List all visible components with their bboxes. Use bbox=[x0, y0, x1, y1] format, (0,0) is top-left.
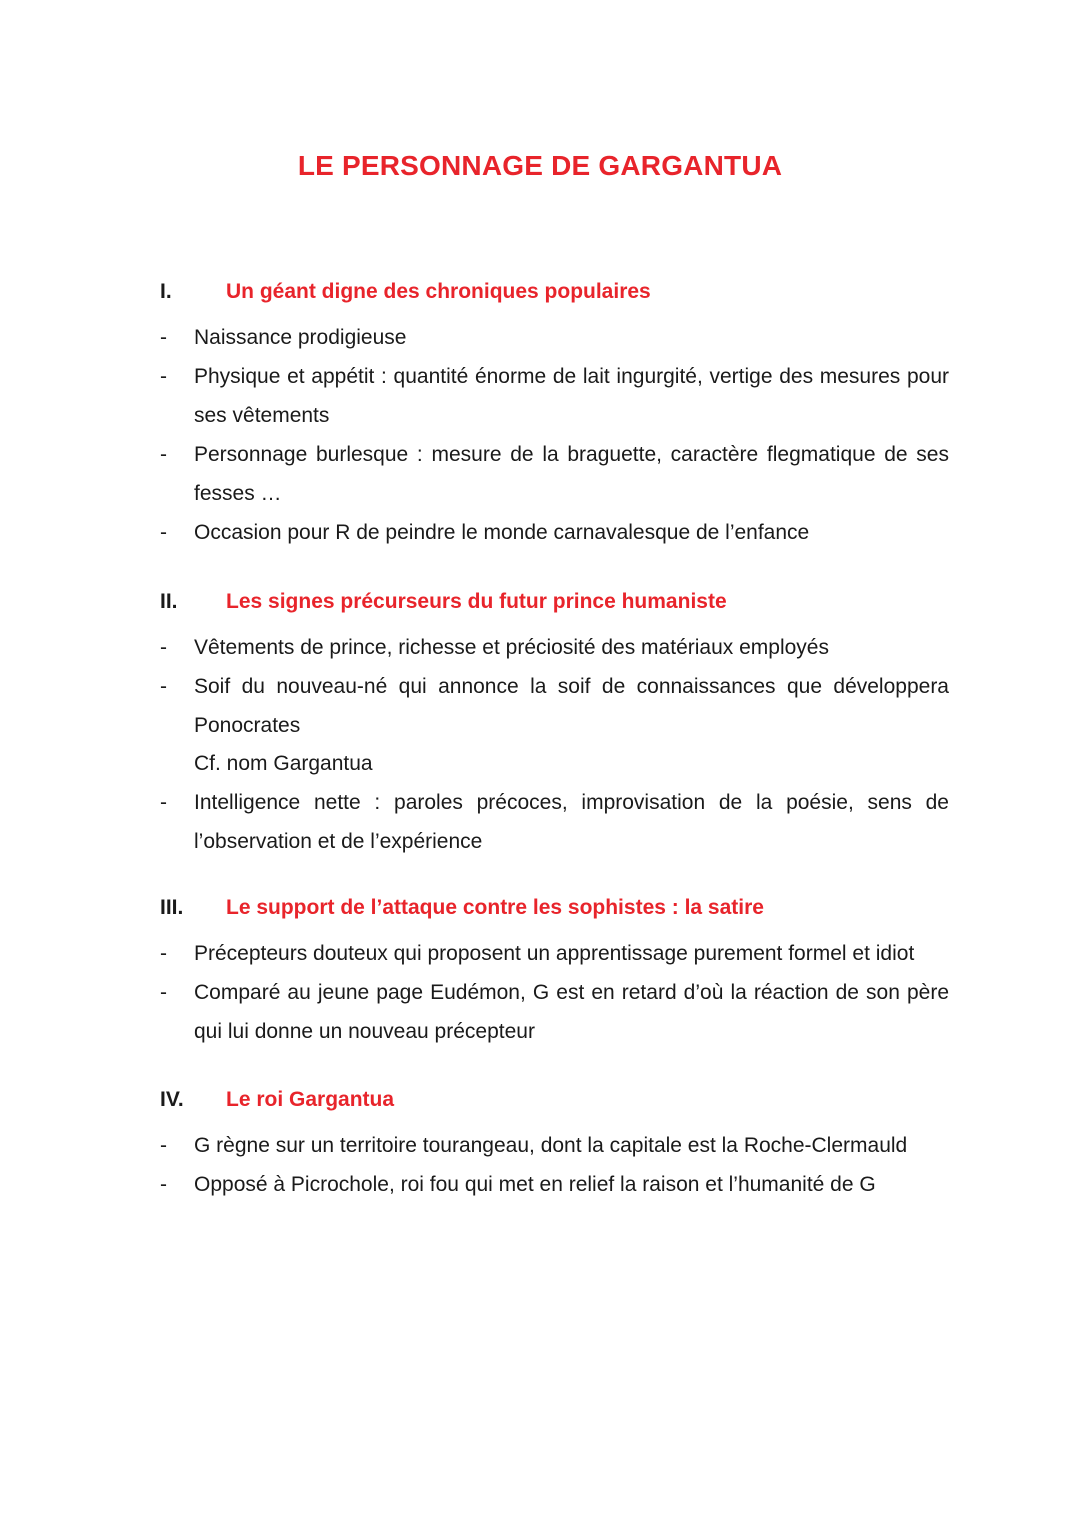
list-item-text: Vêtements de prince, richesse et préciosité des matériaux employés bbox=[194, 636, 829, 659]
bullet-dash: - bbox=[160, 365, 167, 388]
list-item-text: Physique et appétit : quantité énorme de lait ingurgité, vertige des mesures pour ses vêtements bbox=[194, 365, 949, 427]
list-item bbox=[160, 1126, 960, 1165]
bullet-dash: - bbox=[160, 981, 167, 1004]
list-item bbox=[160, 513, 960, 552]
list-item-text: G règne sur un territoire tourangeau, dont la capitale est la Roche-Clermauld bbox=[194, 1134, 908, 1157]
list-item bbox=[160, 973, 960, 1051]
bullet-dash: - bbox=[160, 1173, 167, 1196]
list-item bbox=[160, 318, 960, 357]
list-item bbox=[160, 667, 960, 745]
list-item-text: Naissance prodigieuse bbox=[194, 326, 407, 349]
note-text: Cf. nom Gargantua bbox=[194, 752, 373, 775]
list-item bbox=[160, 934, 960, 973]
section-2 bbox=[160, 590, 960, 861]
list-item bbox=[160, 783, 960, 861]
list-item-text: Occasion pour R de peindre le monde carnavalesque de l’enfance bbox=[194, 521, 810, 544]
section-number: I. bbox=[160, 280, 172, 303]
list-item bbox=[160, 357, 960, 435]
section-number: III. bbox=[160, 896, 184, 919]
bullet-dash: - bbox=[160, 326, 167, 349]
list-item-text: Soif du nouveau-né qui annonce la soif de connaissances que développera Ponocrates bbox=[194, 675, 949, 737]
list-item-text: Opposé à Picrochole, roi fou qui met en relief la raison et l’humanité de G bbox=[194, 1173, 876, 1196]
bullet-dash: - bbox=[160, 675, 167, 698]
list-item bbox=[160, 628, 960, 667]
list-item-text: Intelligence nette : paroles précoces, improvisation de la poésie, sens de l’observation et de l’expérience bbox=[194, 791, 949, 853]
bullet-dash: - bbox=[160, 636, 167, 659]
list-item-text: Comparé au jeune page Eudémon, G est en retard d’où la réaction de son père qui lui donne un nouveau précepteur bbox=[194, 981, 949, 1043]
section-3 bbox=[160, 896, 960, 1051]
section-4 bbox=[160, 1088, 960, 1204]
bullet-dash: - bbox=[160, 942, 167, 965]
bullet-dash: - bbox=[160, 443, 167, 466]
list-item-text: Personnage burlesque : mesure de la braguette, caractère flegmatique de ses fesses … bbox=[194, 443, 949, 505]
section-title: Le support de l’attaque contre les sophistes : la satire bbox=[226, 896, 764, 919]
section-heading bbox=[160, 1088, 960, 1126]
section-1 bbox=[160, 280, 960, 552]
section-number: IV. bbox=[160, 1088, 184, 1111]
page-title: LE PERSONNAGE DE GARGANTUA bbox=[297, 150, 783, 181]
section-heading bbox=[160, 590, 960, 628]
section-heading bbox=[160, 896, 960, 934]
bullet-dash: - bbox=[160, 521, 167, 544]
section-title: Les signes précurseurs du futur prince humaniste bbox=[226, 590, 727, 613]
section-heading bbox=[160, 280, 960, 318]
section-title: Un géant digne des chroniques populaires bbox=[226, 280, 651, 303]
list-item-text: Précepteurs douteux qui proposent un apprentissage purement formel et idiot bbox=[194, 942, 915, 965]
list-item bbox=[160, 1165, 960, 1204]
list-item bbox=[160, 435, 960, 513]
bullet-dash: - bbox=[160, 1134, 167, 1157]
section-number: II. bbox=[160, 590, 178, 613]
bullet-dash: - bbox=[160, 791, 167, 814]
section-title: Le roi Gargantua bbox=[226, 1088, 395, 1111]
